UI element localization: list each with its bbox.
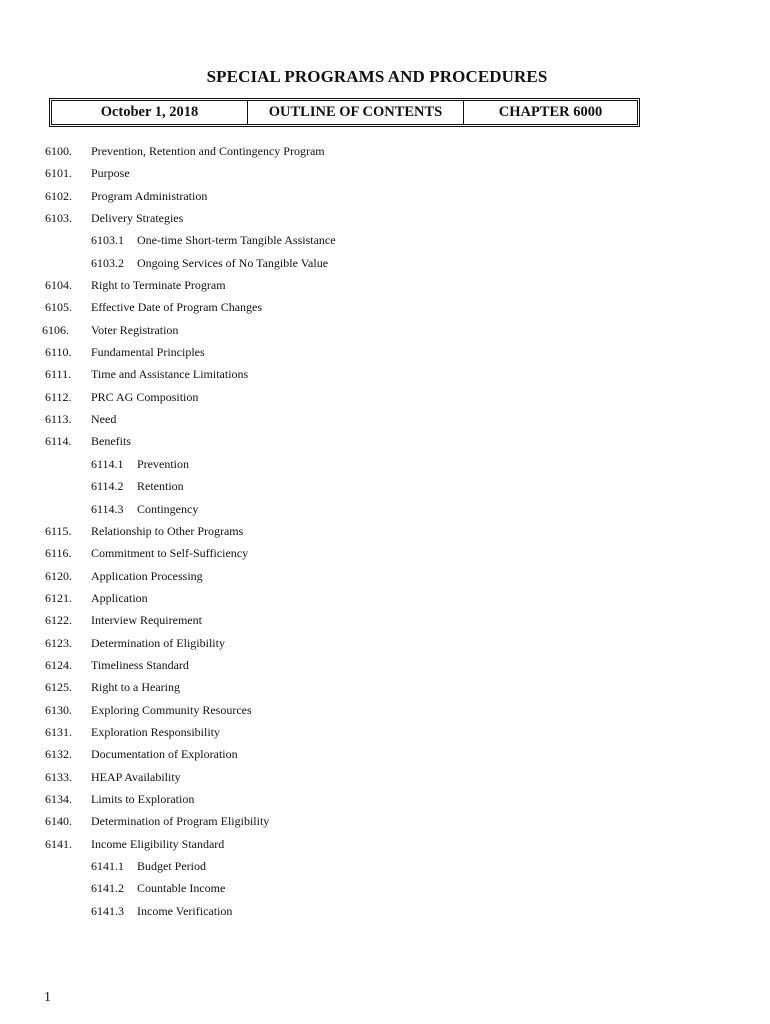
toc-subentry [0,255,770,277]
toc-entry [0,188,770,210]
toc-entry-number: 6133. [45,769,72,784]
toc-entry-number: 6111. [45,367,72,382]
toc-entry-title: Income Eligibility Standard [91,836,225,851]
toc-entry [0,389,770,411]
toc-entry-title: Effective Date of Program Changes [91,300,263,315]
toc-entry [0,679,770,701]
toc-entry-number: 6102. [45,188,72,203]
toc-entry-title: Commitment to Self-Sufficiency [91,546,249,561]
toc-entry [0,702,770,724]
toc-entry-number: 6125. [45,680,72,695]
toc-entry [0,590,770,612]
toc-entry-number: 6141. [45,836,72,851]
toc-entry [0,165,770,187]
toc-entry-title: Time and Assistance Limitations [91,367,249,382]
toc-entry [0,545,770,567]
toc-entry-number: 6130. [45,702,72,717]
header-section-title: OUTLINE OF CONTENTS [248,101,464,124]
toc-subentry-number: 6141.2 [91,881,124,896]
toc-entry-title: Documentation of Exploration [91,747,238,762]
toc-subentry-title: Income Verification [137,903,233,918]
toc-subentry-title: Countable Income [137,881,226,896]
toc-subentry-title: Budget Period [137,859,206,873]
toc-entry [0,568,770,590]
toc-entry-title: Program Administration [91,188,208,203]
toc-entry-title: Right to Terminate Program [91,278,226,293]
toc-entry [0,746,770,768]
toc-entry-title: Delivery Strategies [91,211,184,226]
toc-entry [0,836,770,858]
toc-entry-number: 6123. [45,635,72,650]
toc-entry [0,791,770,813]
header-chapter: CHAPTER 6000 [498,104,603,120]
toc-entry [0,411,770,433]
toc-entry-title: Application Processing [91,568,203,583]
toc-entry-title: Relationship to Other Programs [91,523,244,538]
toc-entry [0,724,770,746]
toc-subentry-number: 6114.1 [91,456,124,471]
toc-entry-title: Exploration Responsibility [91,724,220,739]
table-of-contents [0,143,770,925]
toc-entry-title: Voter Registration [91,322,179,337]
toc-entry-title: Limits to Exploration [91,791,195,806]
toc-entry-number: 6114. [45,434,72,449]
toc-entry-number: 6122. [45,613,72,628]
toc-entry-title: Right to a Hearing [91,680,180,695]
toc-subentry-title: Retention [137,479,184,494]
toc-entry-number: 6131. [45,724,72,739]
toc-entry-title: Timeliness Standard [91,657,189,672]
toc-entry [0,277,770,299]
toc-entry-number: 6120. [45,568,72,583]
toc-entry-number: 6116. [45,546,72,561]
toc-entry-title: PRC AG Composition [91,389,199,404]
toc-entry [0,299,770,321]
toc-subentry-title: Prevention [137,456,189,471]
toc-entry-title: Need [91,412,117,427]
toc-subentry-number: 6114.2 [91,479,124,494]
toc-subentry-title: Ongoing Services of No Tangible Value [137,255,329,270]
toc-subentry-number: 6141.1 [91,859,124,873]
toc-subentry [0,478,770,500]
toc-entry-number: 6103. [45,211,72,226]
toc-subentry-number: 6141.3 [91,903,124,918]
toc-subentry [0,501,770,523]
toc-entry-number: 6113. [45,412,72,427]
toc-entry [0,769,770,791]
toc-entry [0,635,770,657]
toc-subentry-title: Contingency [137,501,199,516]
toc-entry-title: Determination of Eligibility [91,635,225,650]
toc-entry [0,143,770,165]
toc-entry-number: 6115. [45,523,72,538]
toc-subentry-number: 6103.1 [91,233,124,248]
toc-entry-title: Application [91,590,148,605]
page-number: 1 [44,990,51,1005]
toc-subentry [0,858,770,880]
toc-entry-title: Fundamental Principles [91,345,205,360]
toc-entry-number: 6140. [45,814,72,829]
toc-entry [0,813,770,835]
toc-entry-number: 6132. [45,747,72,762]
toc-subentry-number: 6103.2 [91,255,124,270]
toc-entry-number: 6121. [45,590,72,605]
toc-entry [0,523,770,545]
toc-entry-title: Determination of Program Eligibility [91,814,270,829]
toc-subentry [0,903,770,925]
toc-subentry-title: One-time Short-term Tangible Assistance [137,233,336,248]
toc-entry-title: Purpose [91,166,130,181]
toc-entry-number: 6134. [45,791,72,806]
toc-entry [0,433,770,455]
toc-entry [0,344,770,366]
toc-entry-number: 6110. [45,345,72,360]
toc-entry-number: 6112. [45,389,72,404]
toc-entry-title: Benefits [91,434,131,449]
toc-entry-title: HEAP Availability [91,769,181,784]
toc-entry-number: 6106. [42,322,69,337]
toc-entry [0,657,770,679]
toc-entry-number: 6100. [45,144,72,158]
toc-entry [0,612,770,634]
toc-subentry [0,880,770,902]
toc-entry-number: 6104. [45,278,72,293]
toc-subentry [0,456,770,478]
toc-entry-title: Interview Requirement [91,613,202,628]
header-table [49,98,640,127]
toc-subentry [0,232,770,254]
toc-entry-number: 6124. [45,657,72,672]
toc-subentry-number: 6114.3 [91,501,124,516]
toc-entry-number: 6101. [45,166,72,181]
header-date: October 1, 2018 [52,101,248,124]
toc-entry-number: 6105. [45,300,72,315]
toc-entry [0,322,770,344]
page-title: SPECIAL PROGRAMS AND PROCEDURES [206,67,548,86]
toc-entry [0,366,770,388]
toc-entry-title: Prevention, Retention and Contingency Program [91,144,325,158]
toc-entry-title: Exploring Community Resources [91,702,252,717]
toc-entry [0,210,770,232]
